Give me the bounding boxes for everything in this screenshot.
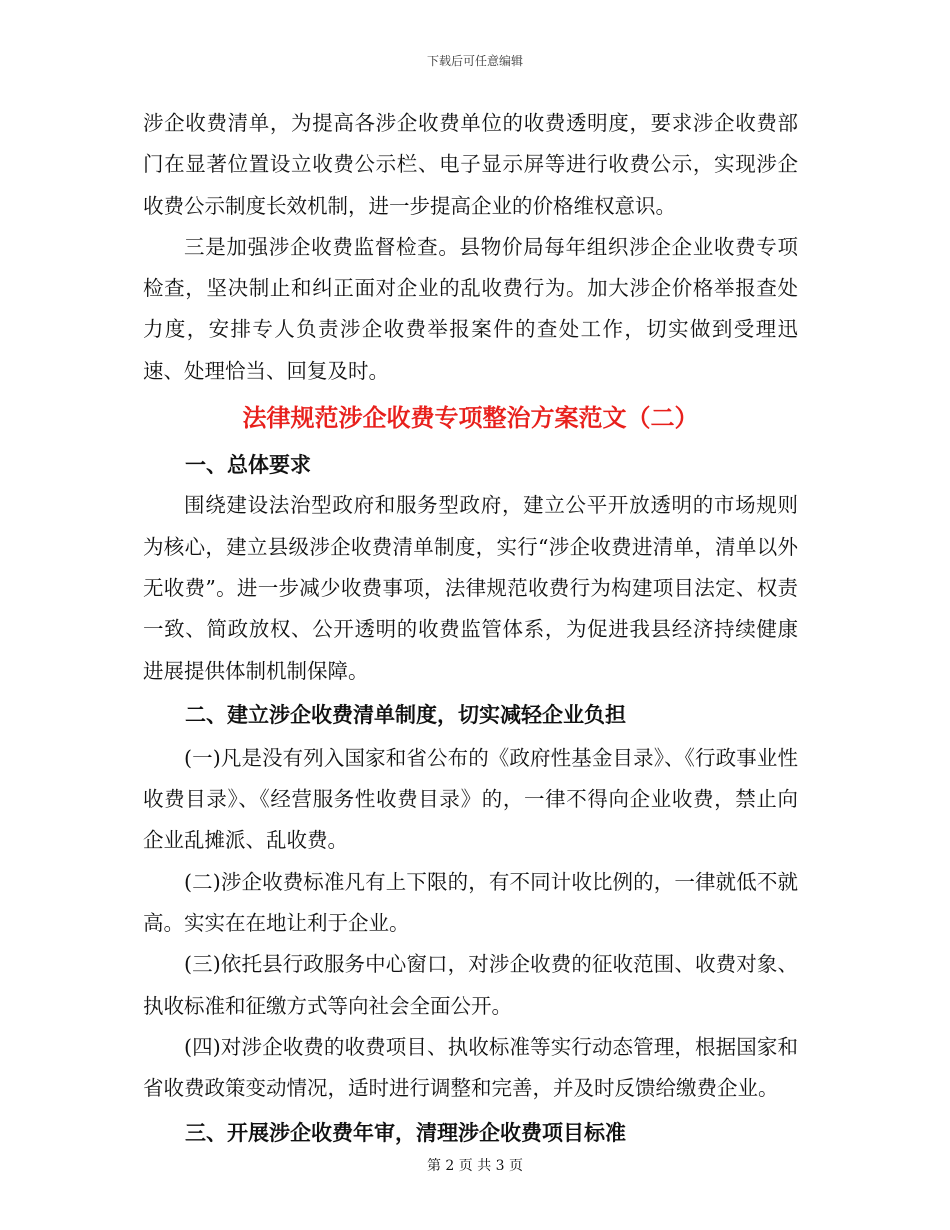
paragraph-general-requirements: 围绕建设法治型政府和服务型政府，建立公平开放透明的市场规则为核心，建立县级涉企收费清单制度，实行“涉企收费进清单，清单以外无收费”。进一步减少收费事项，法律规范收费行为构建项目法定、权责一致、简政放权、公开透明的收费监管体系，为促进我县经济持续健康进展提供体制机制保障。 bbox=[143, 493, 798, 683]
paragraph-supervision: 三是加强涉企收费监督检查。县物价局每年组织涉企企业收费专项检查，坚决制止和纠正面对企业的乱收费行为。加大涉企价格举报查处力度，安排专人负责涉企收费举报案件的查处工作，切实做到受理迅速、处理恰当、回复及时。 bbox=[143, 234, 798, 383]
heading-fee-list-system: 二、建立涉企收费清单制度，切实减轻企业负担 bbox=[185, 701, 626, 727]
header-note: 下载后可任意编辑 bbox=[426, 54, 523, 68]
paragraph-continued: 涉企收费清单，为提高各涉企收费单位的收费透明度，要求涉企收费部门在显著位置设立收费公示栏、电子显示屏等进行收费公示，实现涉企收费公示制度长效机制，进一步提高企业的价格维权意识。 bbox=[143, 111, 798, 218]
paragraph-item-4: (四)对涉企收费的收费项目、执收标准等实行动态管理，根据国家和省收费政策变动情况，适时进行调整和完善，并及时反馈给缴费企业。 bbox=[143, 1034, 798, 1101]
page-number: 第 2 页 共 3 页 bbox=[426, 1158, 524, 1174]
paragraph-item-1: (一)凡是没有列入国家和省公布的《政府性基金目录》、《行政事业性收费目录》、《经营服务性收费目录》的，一律不得向企业收费，禁止向企业乱摊派、乱收费。 bbox=[143, 745, 798, 853]
section-title: 法律规范涉企收费专项整治方案范文（二） bbox=[242, 403, 699, 433]
heading-annual-review: 三、开展涉企收费年审，清理涉企收费项目标准 bbox=[185, 1119, 626, 1145]
paragraph-item-2: (二)涉企收费标准凡有上下限的，有不同计收比例的，一律就低不就高。实实在在地让利于企业。 bbox=[143, 869, 798, 936]
document-body bbox=[143, 103, 798, 1156]
heading-general-requirements: 一、总体要求 bbox=[185, 452, 311, 478]
paragraph-item-3: (三)依托县行政服务中心窗口，对涉企收费的征收范围、收费对象、执收标准和征缴方式等向社会全面公开。 bbox=[143, 952, 798, 1018]
